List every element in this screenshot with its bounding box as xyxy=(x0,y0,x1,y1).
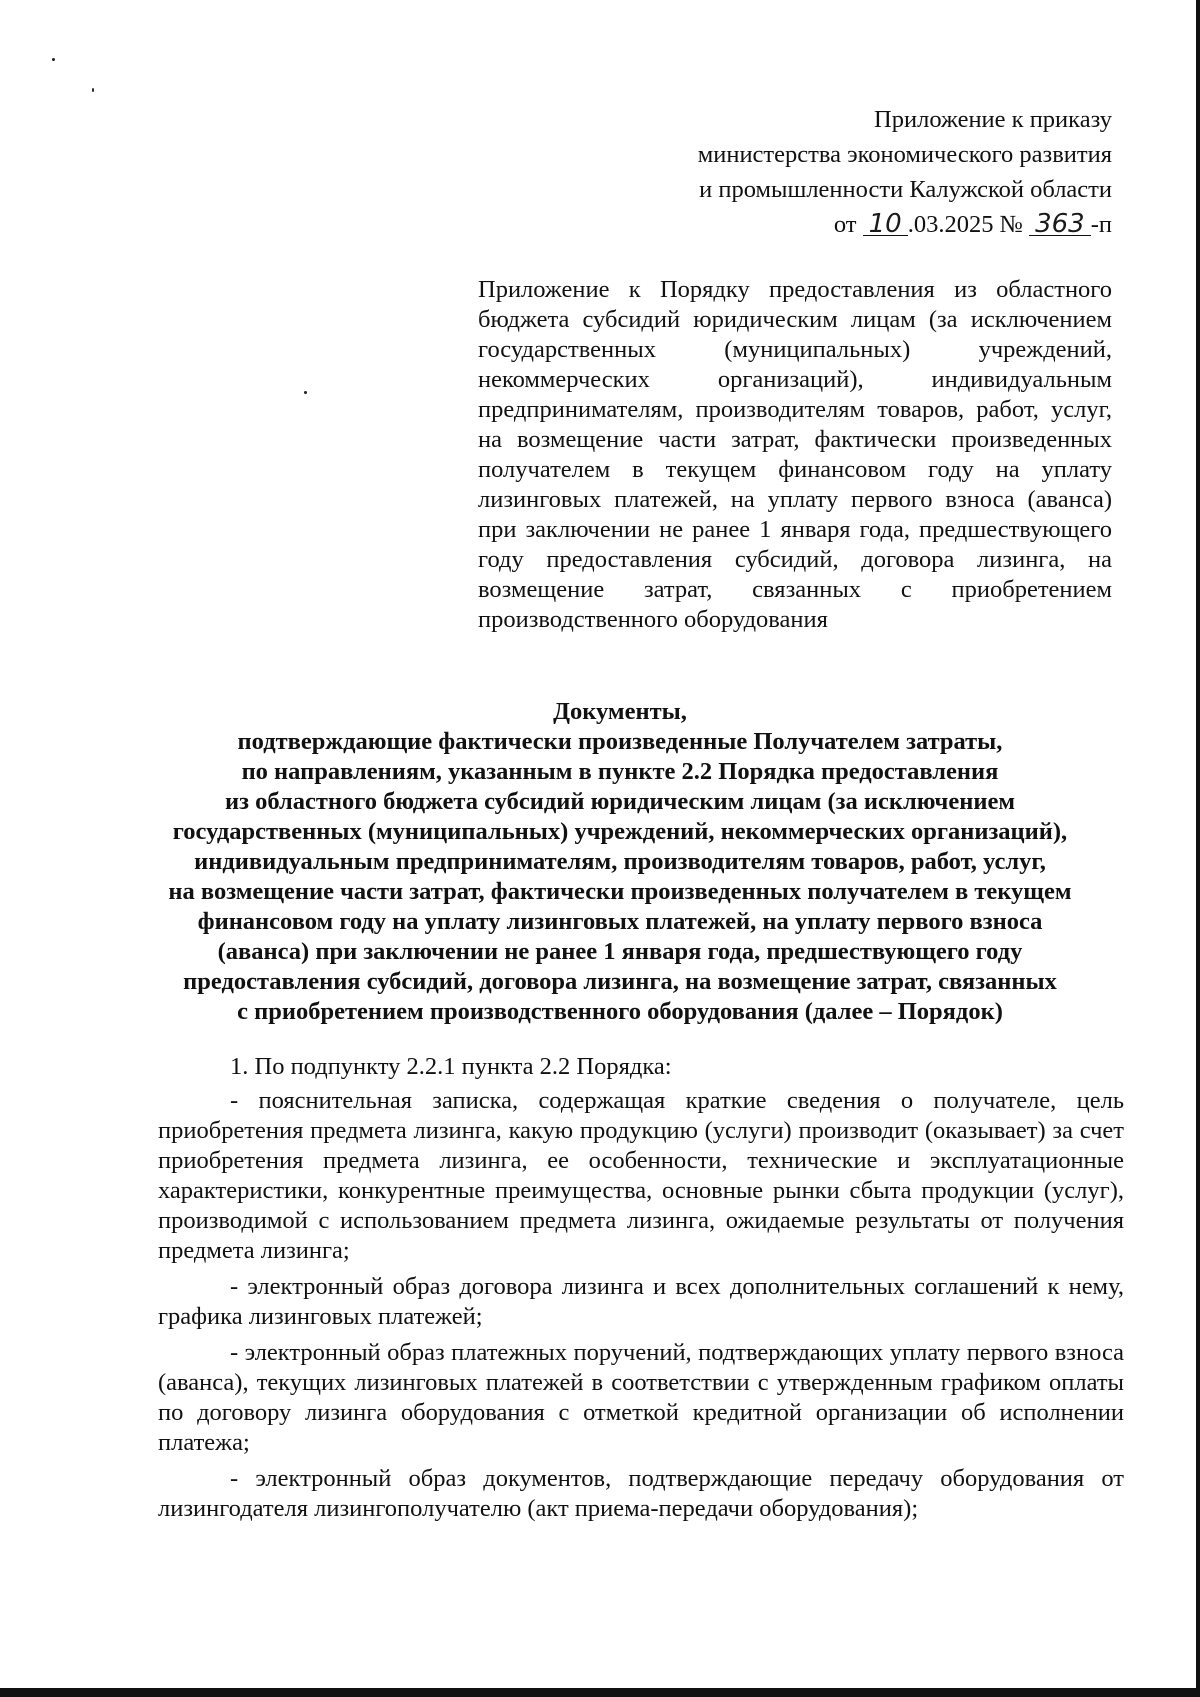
section-point: 1. По подпункту 2.2.1 пункта 2.2 Порядка: xyxy=(230,1053,672,1080)
title-line: государственных (муниципальных) учреждений, некоммерческих организаций), xyxy=(172,818,1068,845)
title-line: финансовом году на уплату лизинговых платежей, на уплату первого взноса xyxy=(197,908,1043,935)
title-line: с приобретением производственного оборудования (далее – Порядок) xyxy=(237,998,1003,1025)
document-title xyxy=(120,697,1120,1027)
scan-speck xyxy=(52,58,55,61)
scan-edge-bottom xyxy=(0,1688,1200,1697)
title-line: (аванса) при заключении не ранее 1 января года, предшествующего году xyxy=(217,938,1023,965)
header-line: министерства экономического развития xyxy=(697,141,1112,168)
header-line: Приложение к приказу xyxy=(874,106,1112,133)
title-line: индивидуальным предпринимателям, производителям товаров, работ, услуг, xyxy=(194,848,1046,875)
header-line: и промышленности Калужской области xyxy=(699,176,1112,203)
handwritten-number: 363 xyxy=(1029,213,1091,236)
list-item: - пояснительная записка, содержащая краткие сведения о получателе, цель приобретения предмета лизинга, какую продукцию (услуги) производит (оказывает) за счет приобретения предмета лизинга, ее особенности, технические и эксплуатационные характеристики, конкурентные преимущества, основные рынки сбыта продукции (услуг), производимой с использованием предмета лизинга, ожидаемые результаты от получения предмета лизинга; xyxy=(158,1087,1124,1264)
order-date-number xyxy=(698,207,1112,242)
scan-edge-right xyxy=(1196,0,1200,1697)
list-item: - электронный образ платежных поручений, подтверждающих уплату первого взноса (аванса), текущих лизинговых платежей в соответствии с утвержденным графиком оплаты по договору лизинга оборудования с отметкой кредитной организации об исполнении платежа; xyxy=(158,1339,1124,1456)
list-item: - электронный образ документов, подтверждающие передачу оборудования от лизингодателя лизингополучателю (акт приема-передачи оборудования); xyxy=(158,1465,1124,1522)
scan-speck xyxy=(304,391,307,394)
appendix-reference: Приложение к Порядку предоставления из областного бюджета субсидий юридическим лицам (за исключением государственных (муниципальных) учреждений, некоммерческих организаций), индивидуальным предпринимателям, производителям товаров, работ, услуг, на возмещение части затрат, фактически произведенных получателем в текущем финансовом году на уплату лизинговых платежей, на уплату первого взноса (аванса) при заключении не ранее 1 января года, предшествующего году предоставления субсидий, договора лизинга, на возмещение затрат, связанных с приобретением производственного оборудования xyxy=(478,276,1112,633)
title-line: подтверждающие фактически произведенные Получателем затраты, xyxy=(237,728,1003,755)
document-body xyxy=(158,1052,1124,1530)
date-rest: .03.2025 № xyxy=(907,211,1023,238)
title-line: по направлениям, указанным в пункте 2.2 Порядка предоставления xyxy=(241,758,999,785)
list-item: - электронный образ договора лизинга и всех дополнительных соглашений к нему, графика лизинговых платежей; xyxy=(158,1273,1124,1330)
handwritten-day: 10 xyxy=(863,213,908,236)
order-header xyxy=(698,102,1112,242)
number-suffix: -п xyxy=(1090,211,1112,238)
date-prefix: от xyxy=(833,211,857,238)
title-line: из областного бюджета субсидий юридическим лицам (за исключением xyxy=(224,788,1016,815)
title-line: Документы, xyxy=(553,698,687,725)
title-line: предоставления субсидий, договора лизинга, на возмещение затрат, связанных xyxy=(183,968,1057,995)
title-line: на возмещение части затрат, фактически произведенных получателем в текущем xyxy=(168,878,1072,905)
scan-speck xyxy=(92,88,94,92)
